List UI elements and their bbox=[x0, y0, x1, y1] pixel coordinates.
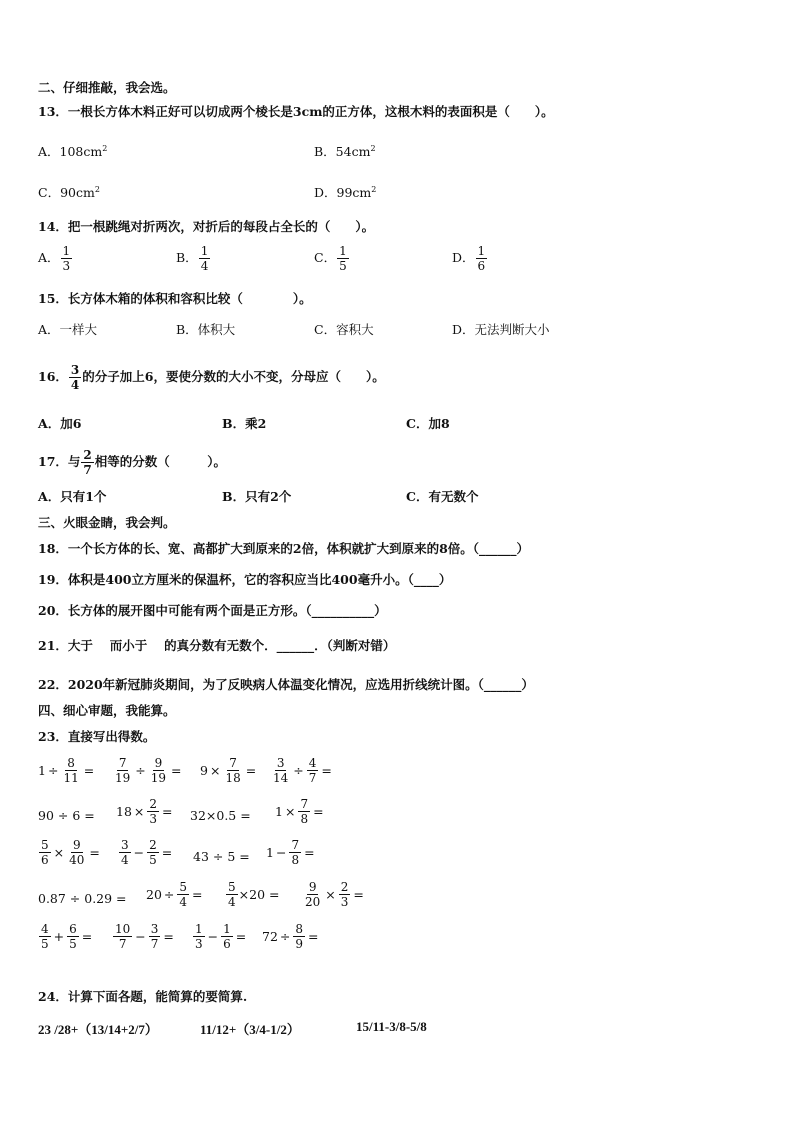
q23-r5-e4: 72 ÷ $\frac{8}{9}$ = bbox=[262, 922, 319, 951]
q21-statement: 21．大于 而小于 的真分数有无数个．______．（判断对错） bbox=[38, 638, 396, 653]
q13-option-d: D．$99cm^2$ bbox=[314, 185, 377, 201]
q19-statement: 19．体积是400立方厘米的保温杯，它的容积应当比400毫升小。（____） bbox=[38, 572, 452, 587]
q23-title: 23．直接写出得数。 bbox=[38, 729, 156, 744]
section-2-heading: 二、仔细推敲，我会选。 bbox=[38, 80, 176, 95]
q16-fraction: $\frac{3}{4}$ bbox=[70, 363, 80, 392]
q23-r2-e2: 18 × $\frac{2}{3}$ = bbox=[116, 797, 173, 826]
q15-option-c: C．容积大 bbox=[314, 322, 374, 337]
q23-r5-e2: $\frac{10}{7}$ − $\frac{3}{7}$ = bbox=[115, 922, 174, 951]
q24-expression-1: 23 /28+（13/14+2/7） bbox=[38, 1022, 158, 1037]
section-3-heading: 三、火眼金睛，我会判。 bbox=[38, 515, 176, 530]
q23-r2-e1: 90 ÷ 6 = bbox=[38, 807, 95, 823]
q17-option-b: B．只有2个 bbox=[222, 489, 292, 504]
q22-statement: 22．2020年新冠肺炎期间，为了反映病人体温变化情况，应选用折线统计图。（______） bbox=[38, 677, 534, 692]
q23-r3-e4: 1 − $\frac{7}{8}$ = bbox=[266, 838, 315, 867]
q16-option-c: C．加8 bbox=[406, 416, 450, 431]
q15-option-a: A．一样大 bbox=[38, 322, 98, 337]
q23-r5-e1: $\frac{4}{5}$ + $\frac{6}{5}$ = bbox=[41, 922, 93, 951]
q23-r1-e3: 9 × $\frac{7}{18}$ = bbox=[200, 756, 257, 785]
q17-fraction: $\frac{2}{7}$ bbox=[83, 448, 92, 477]
q23-r3-e2: $\frac{3}{4}$ − $\frac{2}{5}$ = bbox=[121, 838, 173, 867]
q16-option-a: A．加6 bbox=[38, 416, 82, 431]
q24-title: 24．计算下面各题，能简算的要简算. bbox=[38, 989, 248, 1004]
q23-r4-e1: 0.87 ÷ 0.29 = bbox=[38, 890, 127, 906]
q13-option-b: B．$54cm^2$ bbox=[314, 144, 376, 160]
q13-stem: 13．一根长方体木料正好可以切成两个棱长是3cm的正方体，这根木料的表面积是（ ）。 bbox=[38, 104, 554, 119]
q20-statement: 20．长方体的展开图中可能有两个面是正方形。（__________） bbox=[38, 603, 387, 618]
q14-option-b: B． $\frac{1}{4}$ bbox=[176, 244, 209, 273]
q23-r3-e3: 43 ÷ 5 = bbox=[193, 848, 250, 864]
q14-option-a: A． $\frac{1}{3}$ bbox=[38, 244, 71, 273]
q15-option-d: D．无法判断大小 bbox=[452, 322, 550, 337]
q24-expression-3: 15/11-3/8-5/8 bbox=[356, 1019, 427, 1034]
q23-r4-e3: $\frac{5}{4}$ ×20 = bbox=[228, 880, 280, 909]
q23-r1-e4: $\frac{3}{14}$ ÷ $\frac{4}{7}$ = bbox=[273, 756, 332, 785]
q17-option-c: C．有无数个 bbox=[406, 489, 479, 504]
q15-stem: 15．长方体木箱的体积和容积比较（ ）。 bbox=[38, 291, 312, 306]
q23-r3-e1: $\frac{5}{6}$ × $\frac{9}{40}$ = bbox=[41, 838, 100, 867]
q23-r2-e4: 1 × $\frac{7}{8}$ = bbox=[275, 797, 324, 826]
q15-option-b: B．体积大 bbox=[176, 322, 236, 337]
q23-r4-e4: $\frac{9}{20}$ × $\frac{2}{3}$ = bbox=[305, 880, 364, 909]
q16-stem: 16． $\frac{3}{4}$ 的分子加上6，要使分数的大小不变，分母应（ ）。 bbox=[38, 363, 385, 392]
q23-r1-e1: 1 ÷ $\frac{8}{11}$ = bbox=[38, 756, 95, 785]
q13-option-a: A．$108cm^2$ bbox=[38, 144, 108, 160]
q23-r4-e2: 20 ÷ $\frac{5}{4}$ = bbox=[146, 880, 203, 909]
q14-option-d: D． $\frac{1}{6}$ bbox=[452, 244, 486, 273]
q24-expression-2: 11/12+（3/4-1/2） bbox=[200, 1022, 300, 1037]
q14-stem: 14．把一根跳绳对折两次，对折后的每段占全长的（ ）。 bbox=[38, 219, 375, 234]
section-4-heading: 四、细心审题，我能算。 bbox=[38, 703, 176, 718]
q23-r1-e2: $\frac{7}{19}$ ÷ $\frac{9}{19}$ = bbox=[115, 756, 182, 785]
q16-option-b: B．乘2 bbox=[222, 416, 267, 431]
q17-stem: 17．与 $\frac{2}{7}$ 相等的分数（ ）。 bbox=[38, 448, 227, 477]
q14-option-c: C． $\frac{1}{5}$ bbox=[314, 244, 347, 273]
q23-r5-e3: $\frac{1}{3}$ − $\frac{1}{6}$ = bbox=[195, 922, 247, 951]
q13-option-c: C．$90cm^2$ bbox=[38, 185, 100, 201]
q23-r2-e3: 32×0.5 = bbox=[190, 807, 251, 823]
q17-option-a: A．只有1个 bbox=[38, 489, 107, 504]
q18-statement: 18．一个长方体的长、宽、高都扩大到原来的2倍，体积就扩大到原来的8倍。（______） bbox=[38, 541, 530, 556]
